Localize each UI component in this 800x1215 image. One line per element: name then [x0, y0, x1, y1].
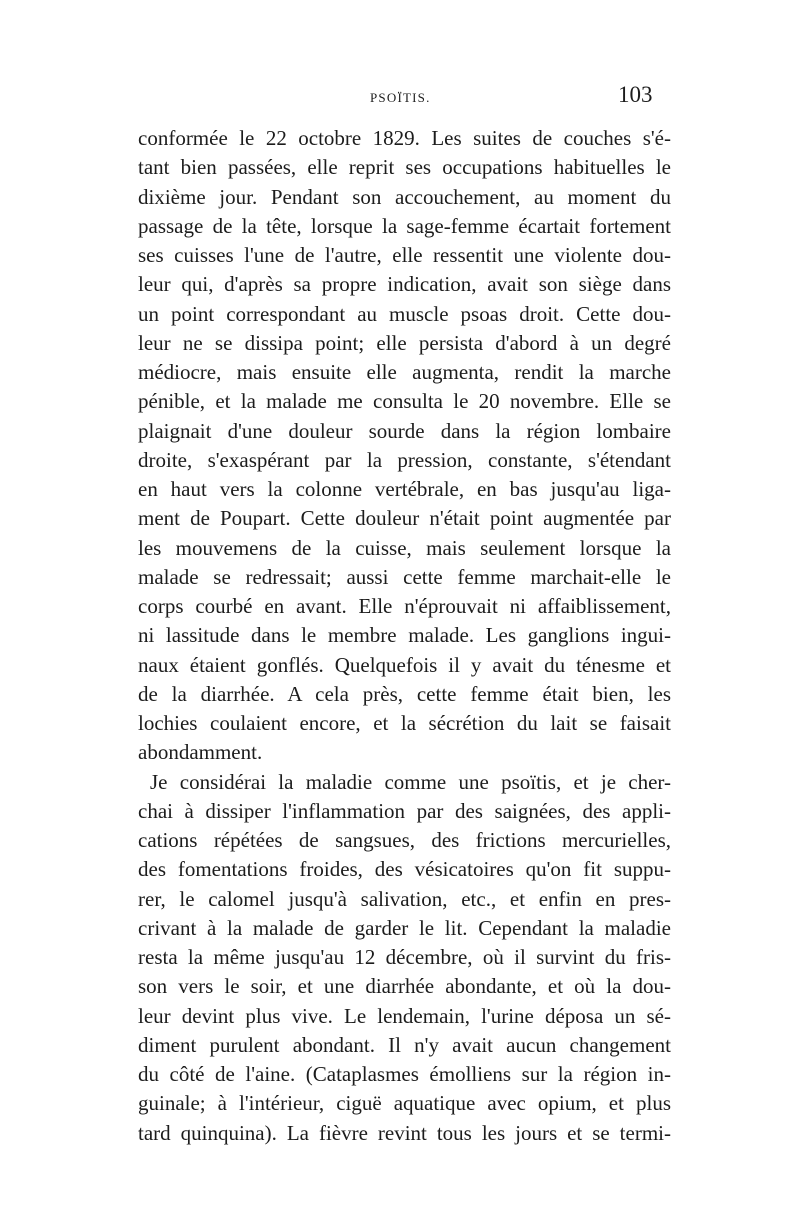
text-line: plaignait d'une douleur sourde dans la région lombaire: [138, 418, 671, 443]
text-line: ni lassitude dans le membre malade. Les ganglions ingui-: [138, 623, 671, 648]
text-line: du côté de l'aine. (Cataplasmes émolliens sur la région in-: [138, 1062, 671, 1086]
text-line: naux étaient gonflés. Quelquefois il y avait du ténesme et: [138, 652, 671, 677]
text-line: ment de Poupart. Cette douleur n'était point augmentée par: [138, 506, 671, 531]
text-line: son vers le soir, et une diarrhée abondante, et où la dou-: [138, 974, 671, 999]
text-line: passage de la tête, lorsque la sage-femme écartait fortement: [138, 213, 671, 238]
paragraph-start-line: Je considérai la maladie comme une psoïtis, et je cher-: [150, 769, 671, 794]
body-text: [138, 124, 671, 1148]
text-line: ses cuisses l'une de l'autre, elle ressentit une violente dou-: [138, 243, 671, 267]
text-line: tant bien passées, elle reprit ses occupations habituelles le: [138, 155, 671, 180]
text-line: médiocre, mais ensuite elle augmenta, rendit la marche: [138, 360, 671, 384]
text-line: leur qui, d'après sa propre indication, avait son siège dans: [138, 272, 671, 297]
text-line: leur ne se dissipa point; elle persista d'abord à un degré: [138, 330, 671, 355]
text-line: chai à dissiper l'inflammation par des saignées, des appli-: [138, 798, 671, 823]
text-line: cations répétées de sangsues, des frictions mercurielles,: [138, 828, 671, 852]
text-line: de la diarrhée. A cela près, cette femme était bien, les: [138, 681, 671, 706]
text-line: resta la même jusqu'au 12 décembre, où il survint du fris-: [138, 945, 671, 969]
text-line: corps courbé en avant. Elle n'éprouvait ni affaiblissement,: [138, 594, 671, 618]
text-line: malade se redressait; aussi cette femme marchait-elle le: [138, 564, 671, 589]
page-number: 103: [618, 82, 653, 107]
text-line: diment purulent abondant. Il n'y avait aucun changement: [138, 1032, 671, 1057]
text-line: conformée le 22 octobre 1829. Les suites de couches s'é-: [138, 126, 671, 150]
text-line: crivant à la malade de garder le lit. Cependant la maladie: [138, 915, 671, 940]
text-line: droite, s'exaspérant par la pression, constante, s'étendant: [138, 447, 671, 472]
text-line: un point correspondant au muscle psoas droit. Cette dou-: [138, 301, 671, 326]
text-line: en haut vers la colonne vertébrale, en bas jusqu'au liga-: [138, 477, 671, 501]
text-line: lochies coulaient encore, et la sécrétion du lait se faisait: [138, 711, 671, 735]
text-line: guinale; à l'intérieur, ciguë aquatique avec opium, et plus: [138, 1091, 671, 1116]
text-line: rer, le calomel jusqu'à salivation, etc., et enfin en pres-: [138, 886, 671, 911]
text-line: leur devint plus vive. Le lendemain, l'urine déposa un sé-: [138, 1003, 671, 1028]
text-line: des fomentations froides, des vésicatoires qu'on fit suppu-: [138, 857, 671, 882]
text-line: pénible, et la malade me consulta le 20 novembre. Elle se: [138, 389, 671, 414]
running-title: PSOÏTIS.: [370, 90, 431, 105]
text-line: tard quinquina). La fièvre revint tous les jours et se termi-: [138, 1120, 671, 1145]
paragraph-end-line: abondamment.: [138, 740, 263, 765]
text-line: les mouvemens de la cuisse, mais seulement lorsque la: [138, 535, 671, 560]
text-line: dixième jour. Pendant son accouchement, au moment du: [138, 184, 671, 209]
